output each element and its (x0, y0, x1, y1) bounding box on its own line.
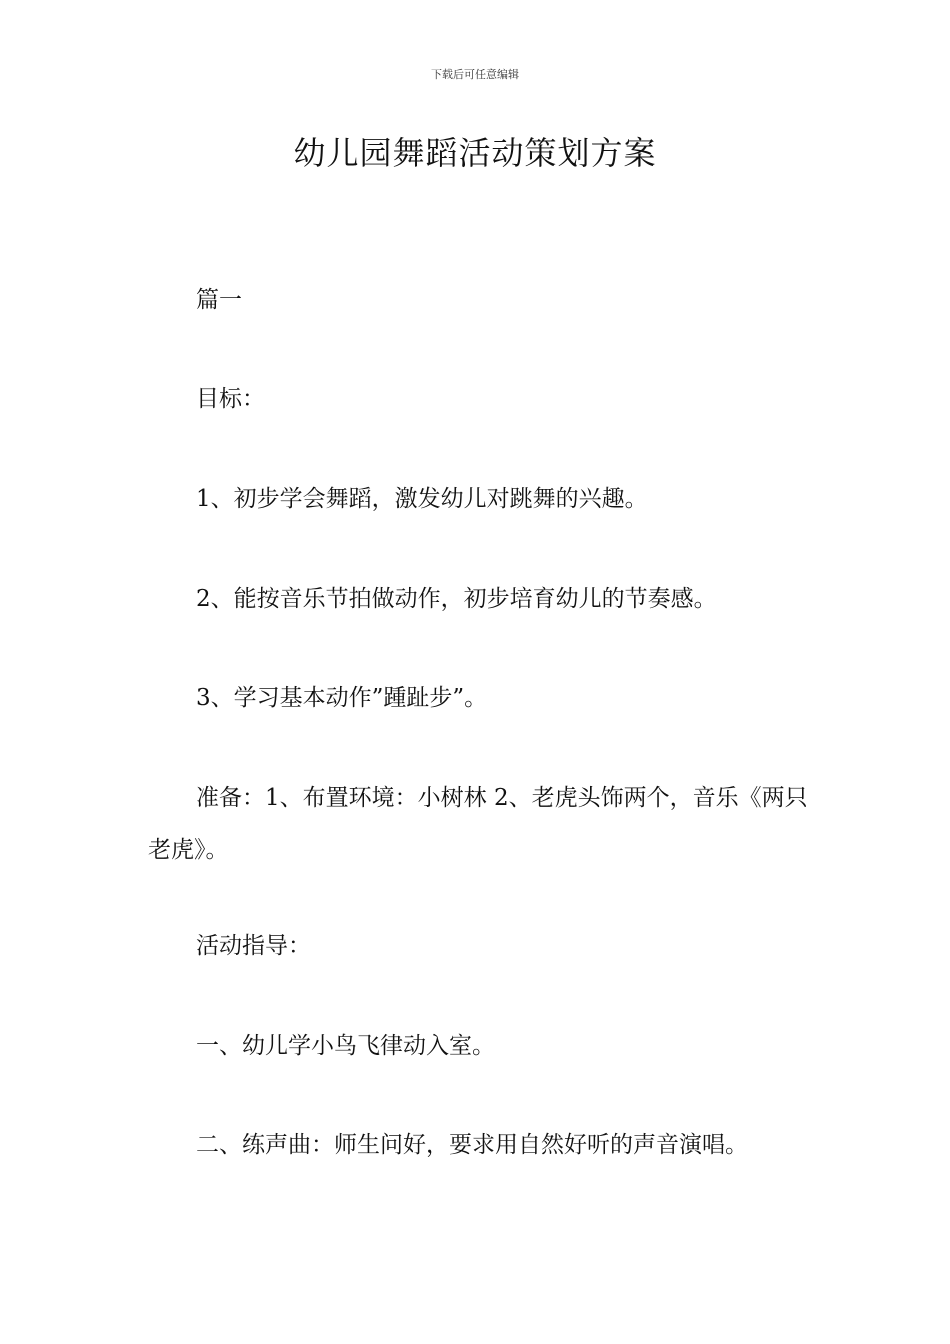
paragraph-section-label: 篇一 (196, 287, 242, 313)
document-title: 幼儿园舞蹈活动策划方案 (293, 134, 657, 172)
page-header-note: 下载后可任意编辑 (431, 68, 519, 81)
paragraph-step-1: 一、幼儿学小鸟飞律动入室。 (196, 1033, 495, 1059)
paragraph-goal-1: 1、初步学会舞蹈，激发幼儿对跳舞的兴趣。 (196, 486, 648, 512)
paragraph-goal-heading: 目标： (196, 386, 265, 412)
paragraph-preparation: 准备：1、布置环境：小树林 2、老虎头饰两个，音乐《两只老虎》。 (148, 785, 808, 863)
paragraph-guidance-heading: 活动指导： (196, 933, 311, 959)
paragraph-step-2: 二、练声曲：师生问好，要求用自然好听的声音演唱。 (196, 1132, 748, 1158)
paragraph-goal-3: 3、学习基本动作”踵趾步”。 (196, 685, 488, 711)
paragraph-goal-2: 2、能按音乐节拍做动作，初步培育幼儿的节奏感。 (196, 586, 717, 612)
